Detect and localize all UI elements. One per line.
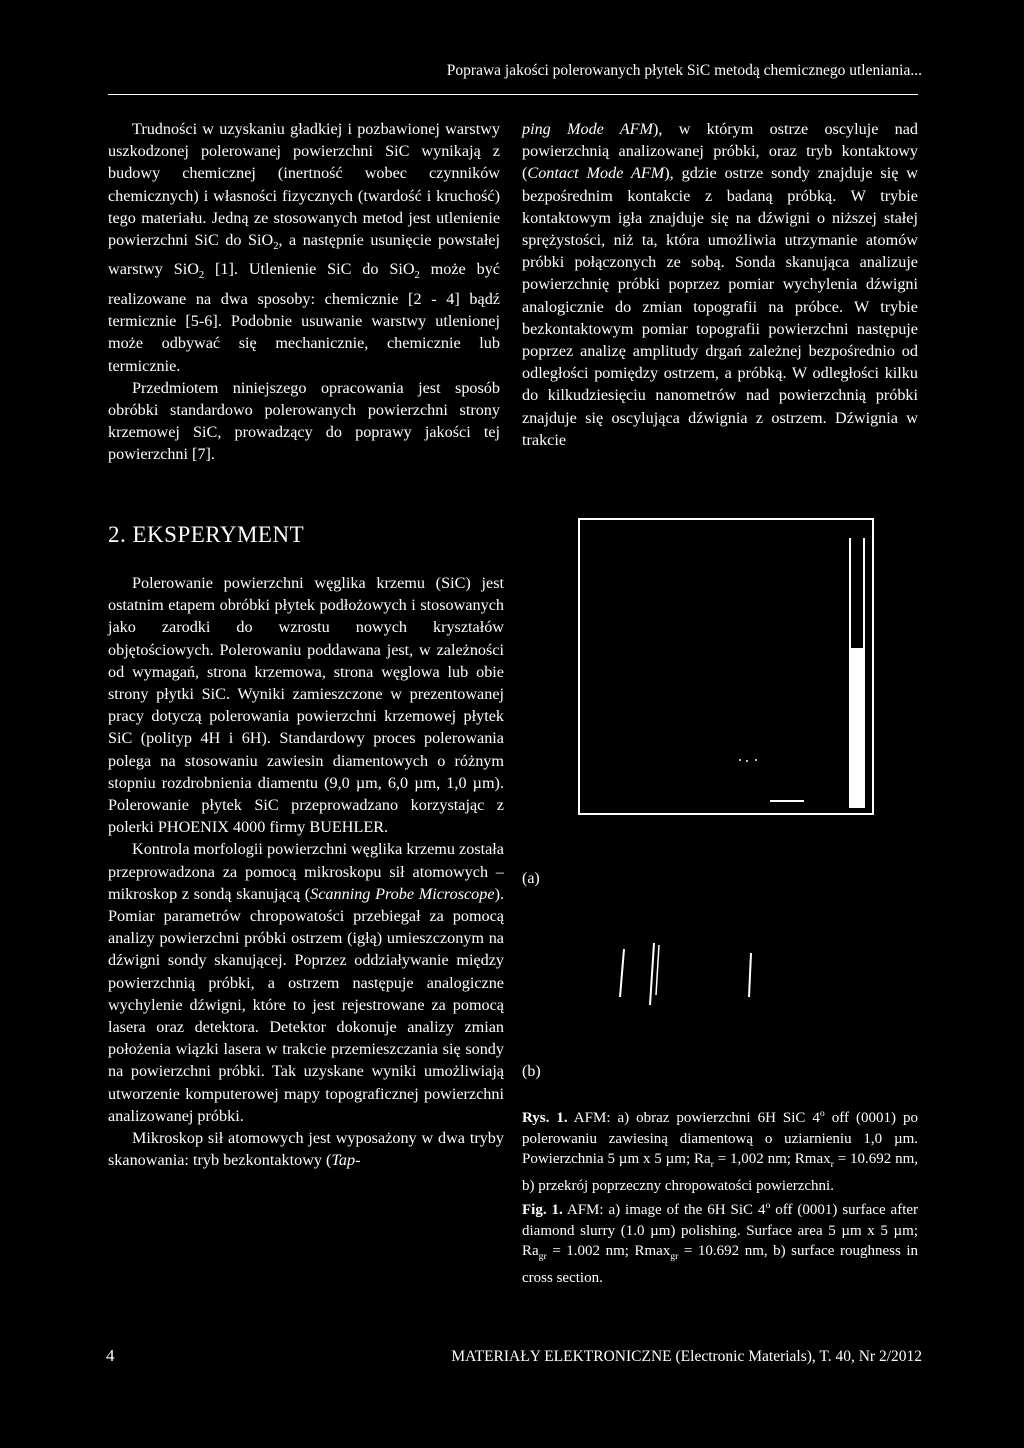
image-speck xyxy=(746,760,748,762)
paragraph: Mikroskop sił atomowych jest wyposażony w dwa tryby skanowania: tryb bezkontaktowy (Tap- xyxy=(108,1129,504,1170)
column-left-top xyxy=(108,118,500,466)
paragraph: ping Mode AFM), w którym ostrze oscyluje nad powierzchnią analizowanej próbki, oraz tryb kontaktowy (Contact Mode AFM), gdzie ostrze sondy znajduje się w bezpośrednim kontakcie z badaną próbką. W trybie kontaktowym igła znajduje się na dźwigni o niższej stałej sprężystości, niż ta, która umożliwia utrzymanie atomów próbki połączonych ze sobą. Sonda skanująca analizuje powierzchnię próbki poprzez pomiar wychylenia dźwigni analogicznie do zmian topografii na próbce. W trybie bezkontaktowym pomiar topografii powierzchni następuje poprzez analizę amplitudy drgań zależnej bezpośrednio od odległości pomiędzy ostrzem, a próbką. W odległości kilku do kilkudziesięciu nanometrów nad powierzchnią próbki znajduje się oscylująca dźwignia z ostrzem. Dźwignia w trakcie xyxy=(522,120,918,449)
column-left-bottom xyxy=(108,572,504,1171)
colorbar-fill xyxy=(850,648,864,808)
caption-polish: Rys. 1. AFM: a) obraz powierzchni 6H SiC 4$^o$ off (0001) po polerowaniu zawiesiną diamentową o uziarnieniu 1,0 µm. Powierzchnia 5 µm x 5 µm; $Ra_r = 1,002$ nm; Rmax$_r$ = 10.692 nm, b) przekrój poprzeczny chropowatości powierzchni. xyxy=(522,1108,918,1194)
paragraph: Przedmiotem niniejszego opracowania jest sposób obróbki standardowo polerowanych powierzchni strony krzemowej SiC, prowadzący do poprawy jakości tej powierzchni [7]. xyxy=(108,378,500,464)
profile-spike xyxy=(650,943,654,1005)
profile-spike xyxy=(656,945,659,995)
scale-bar xyxy=(770,800,804,802)
journal-footer: MATERIAŁY ELEKTRONICZNE (Electronic Materials), T. 40, Nr 2/2012 xyxy=(451,1348,922,1365)
afm-image xyxy=(580,520,872,813)
running-header: Poprawa jakości polerowanych płytek SiC metodą chemicznego utleniania... xyxy=(446,62,922,79)
section-heading: 2. EKSPERYMENT xyxy=(108,522,305,547)
figure-label-a: (a) xyxy=(522,870,540,887)
header-rule xyxy=(108,94,918,95)
image-speck xyxy=(755,759,757,761)
column-right-top xyxy=(522,118,918,451)
paragraph: Polerowanie powierzchni węglika krzemu (SiC) jest ostatnim etapem obróbki płytek podłożowych i stosowanych jako zarodki do wzrostu nowych kryształów objętościowych. Polerowaniu poddawana jest, w zależności od wymagań, strona krzemowa, strona węglowa lub obie strony płytki SiC. Wyniki zamieszczone w prezentowanej pracy dotyczą polerowania powierzchni krzemowej płytek SiC (polityp 4H i 6H). Standardowy proces polerowania polega na stosowaniu zawiesin diamentowych o różnym stopniu rozdrobnienia diamentu (9,0 µm, 6,0 µm, 1,0 µm). Polerowanie płytek SiC przeprowadzano korzystając z polerki PHOENIX 4000 firmy BUEHLER. xyxy=(108,574,504,837)
cross-section-profile xyxy=(600,935,780,1025)
figure-caption xyxy=(522,1104,918,1288)
profile-spike xyxy=(620,949,624,997)
profile-spike xyxy=(749,953,751,997)
paragraph: Kontrola morfologii powierzchni węglika krzemu została przeprowadzona za pomocą mikroskopu sił atomowych – mikroskop z sondą skanującą (Scanning Probe Microscope). Pomiar parametrów chropowatości przebiegał za pomocą analizy powierzchni próbki ostrzem (igłą) umieszczonym na dźwigni sondy skanującej. Poprzez oddziaływanie między powierzchnią próbki, a ostrzem następuje analogiczne wychylenie dźwigni, które to jest rejestrowane za pomocą lasera oraz detektora. Detektor dokonuje analizy zmian położenia wiązki lasera w trakcie przemieszczania się sondy na powierzchni próbki. Tak uzyskane wyniki umożliwiają utworzenie komputerowej mapy topograficznej powierzchni analizowanej próbki. xyxy=(108,840,504,1125)
afm-image-frame xyxy=(578,518,874,815)
paragraph: Trudności w uzyskaniu gładkiej i pozbawionej warstwy uszkodzonej polerowanej powierzchni SiC wynikają z budowy chemicznej (inertność wobec czynników chemicznych) i własności fizycznych (twardość i kruchość) tego materiału. Jedną ze stosowanych metod jest utlenienie powierzchni SiC do SiO$_2$, a następnie usunięcie powstałej warstwy SiO$_2$ [1]. Utlenienie SiC do SiO$_2$ może być realizowane na dwa sposoby: chemicznie [2 - 4] bądź termicznie [5-6]. Podobnie usuwanie warstwy utlenionej może odbywać się mechanicznie, chemicznie lub termicznie. xyxy=(108,120,500,375)
figure-label-b: (b) xyxy=(522,1063,541,1080)
page-number: 4 xyxy=(106,1346,115,1365)
image-speck xyxy=(739,759,741,761)
caption-english: Fig. 1. AFM: a) image of the 6H SiC 4$^o$ off (0001) surface after diamond slurry (1.0 µm) polishing. Surface area 5 µm x 5 µm; $Ra_{gr} = 1.002$ nm; Rmax$_{gr}$ = 10.692 nm, b) surface roughness in cross section. xyxy=(522,1200,919,1286)
